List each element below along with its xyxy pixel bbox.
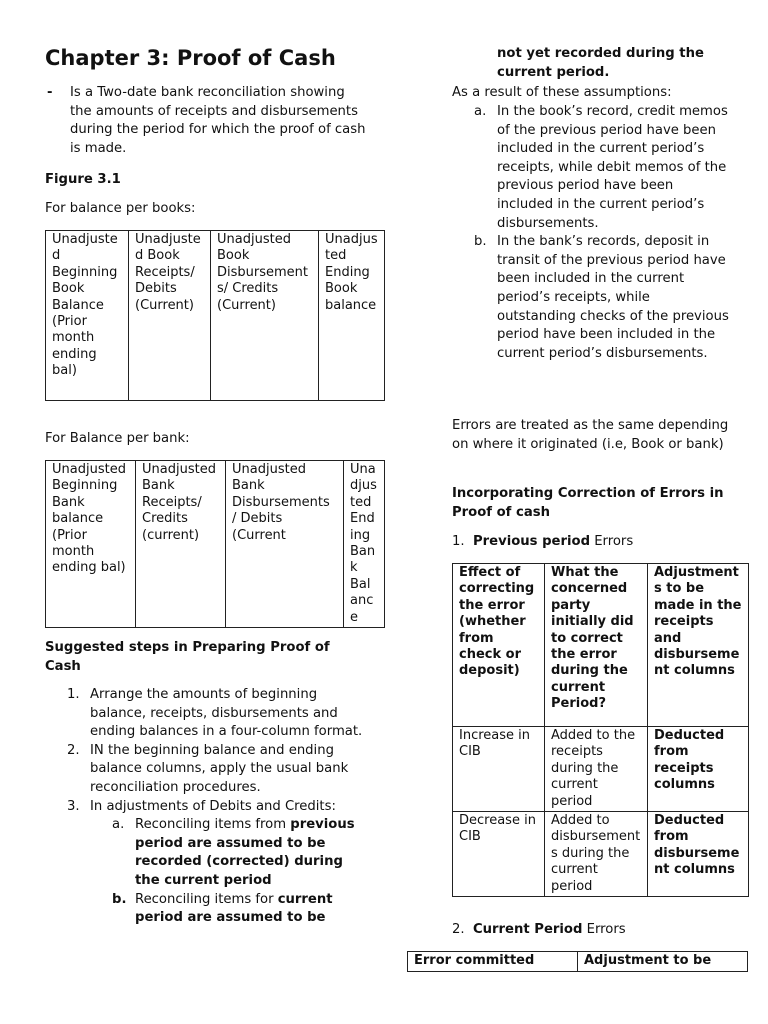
prev-header-effect: Effect of correcting the error (whether from check or deposit) [453,564,545,727]
steps-heading: Suggested steps in Preparing Proof of Cash [45,640,330,674]
step-sub-b-continued: not yet recorded during the current period. [497,46,704,80]
books-label: For balance per books: [45,201,196,216]
errors-note: Errors are treated as the same depending on where it originated (i.e, Book or bank) [452,418,729,452]
assumptions-list [452,103,742,363]
books-col-3: Unadjusted Book Disbursements/ Credits (Current) [211,231,319,401]
table-row: Increase in CIB Added to the receipts during the current period Deducted from receipts columns [453,727,749,812]
errors-heading: Incorporating Correction of Errors in Proof of cash [452,486,724,520]
current-header-error: Error committed [408,952,578,972]
current-period-label: 2. Current Period Errors [452,922,626,937]
table-row: Decrease in CIB Added to disbursements during the current period Deducted from disbursement columns [453,812,749,897]
bank-label: For Balance per bank: [45,431,190,446]
prev-header-action: What the concerned party initially did to correct the error during the current Period? [545,564,648,727]
bullet-dash: - [47,85,53,100]
assumptions-intro: As a result of these assumptions: [452,85,672,100]
step-item: 3. In adjustments of Debits and Credits: a. Reconciling items from previous period are assumed to be recorded (corrected) during the current period b. Reconciling items for current period are assumed to be [45,798,365,928]
bank-col-3: Unadjusted Bank Disbursements / Debits (Current [226,461,344,628]
previous-period-label: 1. Previous period Errors [452,534,634,549]
figure-label: Figure 3.1 [45,172,121,187]
step-sub-a: a. Reconciling items from previous period are assumed to be recorded (corrected) during the current period [112,817,355,888]
books-col-2: Unadjusted Book Receipts/ Debits (Current) [129,231,211,401]
step-item: 1. Arrange the amounts of beginning balance, receipts, disbursements and ending balances in a four-column format. [67,687,363,740]
current-header-adjustment: Adjustment to be [578,952,748,972]
bank-table [45,460,385,628]
prev-header-adjustment: Adjustments to be made in the receipts and disbursement columns [648,564,749,727]
intro-text: Is a Two-date bank reconciliation showing the amounts of receipts and disbursements during the period for which the proof of cash is made. [70,85,366,156]
books-col-4: Unadjusted Ending Book balance [319,231,385,401]
page-title: Chapter 3: Proof of Cash [45,46,336,70]
bank-col-2: Unadjusted Bank Receipts/ Credits (current) [136,461,226,628]
bank-col-1: Unadjusted Beginning Bank balance (Prior month ending bal) [46,461,136,628]
steps-list [45,686,365,928]
assumption-a: a. In the book’s record, credit memos of the previous period have been included in the current period’s receipts, while debit memos of the previous period have been included in the current period’s disbursements. [474,104,728,231]
step-sub-b: b. Reconciling items for current period are assumed to be [112,891,333,926]
assumption-b: b. In the bank’s records, deposit in transit of the previous period have been included in the current period’s receipts, while outstanding checks of the previous period have been included in the current period’s disbursements. [474,234,729,361]
books-table [45,230,385,401]
step-item: 2. IN the beginning balance and ending balance columns, apply the usual bank reconciliation procedures. [67,742,349,795]
current-errors-table [407,951,748,972]
books-col-1: Unadjusted Beginning Book Balance (Prior month ending bal) [46,231,129,401]
previous-errors-table [452,563,749,897]
bank-col-4: Unadjusted Ending Bank Balance [344,461,385,628]
